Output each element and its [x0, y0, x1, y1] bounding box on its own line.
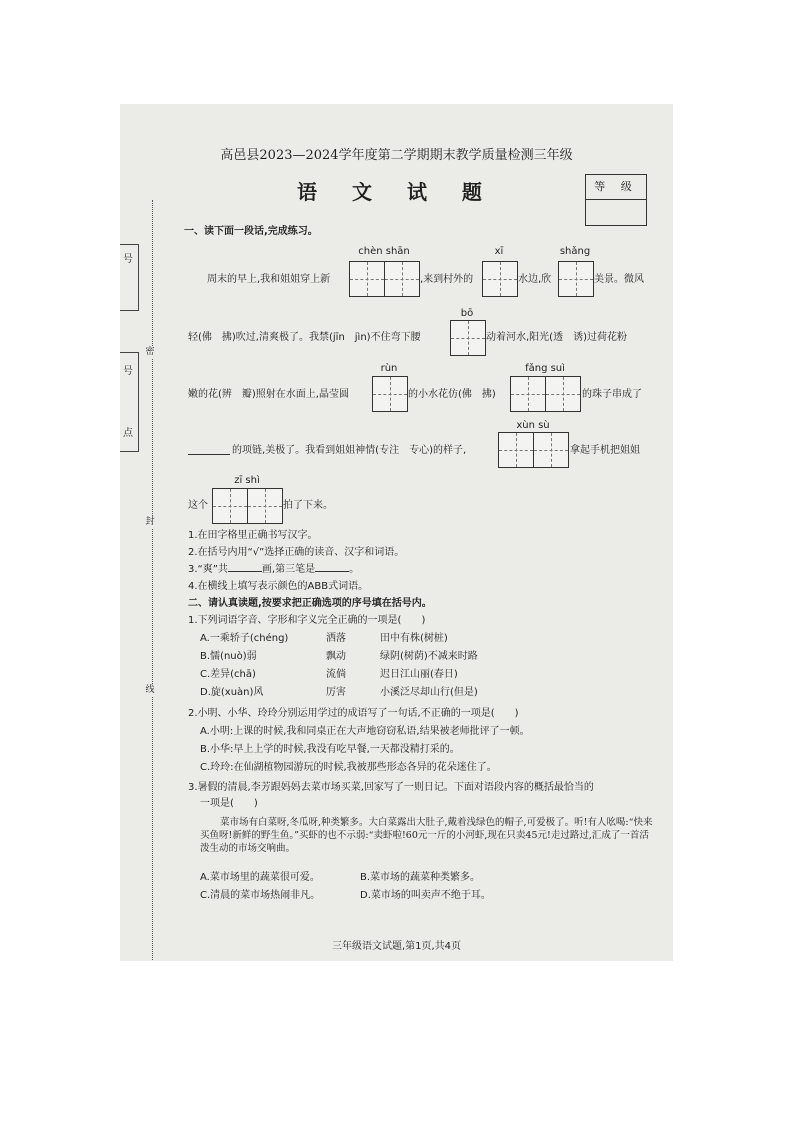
pinyin-label: rùn	[380, 363, 398, 374]
passage-text: 这个	[188, 500, 208, 511]
pinyin-label: chèn shān	[358, 246, 410, 257]
question-stem: 2.小明、小华、玲玲分别运用学过的成语写了一句话,不正确的一项是( )	[188, 708, 519, 719]
binding-line	[152, 200, 153, 960]
page-footer: 三年级语文试题,第1页,共4页	[331, 941, 462, 952]
task-item: 1.在田字格里正确书写汉字。	[188, 530, 318, 541]
task-text: 3.“爽”共	[188, 564, 228, 575]
option-word: B.懦(nuò)弱	[200, 651, 257, 662]
char-grid-input[interactable]	[498, 432, 569, 468]
pinyin-label: fǎng suì	[525, 363, 565, 374]
option-item: B.菜市场的蔬菜种类繁多。	[360, 872, 481, 883]
passage-text: 水边,欣	[518, 274, 552, 285]
passage-text: 美景。微风	[594, 274, 644, 285]
page-title: 语 文 试 题	[297, 180, 496, 204]
question-stem: 3.暑假的清晨,李芳跟妈妈去菜市场买菜,回家写了一则日记。下面对语段内容的概括最恰当的	[188, 782, 594, 793]
passage-text: 嫩的花(辨 瓣)照射在水面上,晶莹圆	[188, 389, 349, 400]
option-sentence: A.小明:上课的时候,我和同桌正在大声地窃窃私语,结果被老师批评了一顿。	[200, 726, 530, 737]
char-grid-input[interactable]	[450, 320, 486, 356]
pinyin-label: xī	[494, 246, 504, 257]
char-grid-input[interactable]	[510, 376, 581, 412]
option-word: 田中有株(树桩)	[380, 633, 448, 644]
char-grid-input[interactable]	[212, 488, 283, 524]
passage-text: 的项链,美极了。我看到姐姐神情(专注 专心)的样子,	[232, 445, 467, 456]
margin-label: 号	[123, 254, 133, 265]
passage-text: 轻(佛 拂)吹过,清爽极了。我禁(jīn jìn)不住弯下腰	[188, 332, 421, 343]
option-word: 小溪泛尽却山行(但是)	[380, 687, 478, 698]
pinyin-label: xùn sù	[516, 420, 550, 431]
option-word: A.一乘轿子(chéng)	[200, 633, 289, 644]
option-word: C.差异(chā)	[200, 669, 256, 680]
option-item: D.菜市场的叫卖声不绝于耳。	[360, 890, 491, 901]
exam-sheet	[120, 104, 673, 961]
pinyin-label: shǎng	[559, 246, 591, 257]
grade-label: 等 级	[586, 175, 646, 200]
char-grid-input[interactable]	[558, 261, 594, 297]
option-sentence: C.玲玲:在仙湖植物园游玩的时候,我被那些形态各异的花朵迷住了。	[200, 762, 497, 773]
section-heading: 二、请认真读题,按要求把正确选项的序号填在括号内。	[188, 598, 432, 609]
stroke-count-blank[interactable]	[228, 571, 262, 572]
option-sentence: B.小华:早上上学的时候,我没有吃早餐,一天都没精打采的。	[200, 744, 460, 755]
option-word: 迟日江山丽(春日)	[380, 669, 458, 680]
option-item: C.清晨的菜市场热闹非凡。	[200, 890, 321, 901]
passage-text: 的珠子串成了	[582, 389, 642, 400]
seal-char: 封	[145, 517, 155, 527]
question-stem: 一项是( )	[200, 798, 258, 809]
margin-label: 号	[123, 366, 133, 377]
pinyin-label: zī shì	[234, 475, 260, 486]
question-stem: 1.下列词语字音、字形和字义完全正确的一项是( )	[188, 615, 426, 626]
task-item: 4.在横线上填写表示颜色的ABB式词语。	[188, 581, 369, 592]
task-item	[188, 564, 359, 576]
diary-passage: 菜市场有白菜呀,冬瓜呀,种类繁多。大白菜露出大肚子,戴着浅绿色的帽子,可爱极了。听!有人吆喝:“快来买鱼呀!新鲜的野生鱼。”买虾的也不示弱:“卖虾啦!60元一斤的小河虾,现在只卖45元!走过路过,汇成了一首活泼生动的市场交响曲。	[200, 817, 653, 854]
margin-label: 点	[123, 428, 133, 439]
third-stroke-blank[interactable]	[315, 571, 349, 572]
task-text: 。	[349, 564, 360, 575]
abb-blank-input[interactable]	[188, 454, 230, 455]
option-word: 飘动	[326, 651, 346, 662]
option-word: 厉害	[326, 687, 346, 698]
char-grid-input[interactable]	[349, 261, 420, 297]
option-word: 流倘	[326, 669, 346, 680]
passage-text: ,来到村外的	[420, 274, 474, 285]
option-word: D.旋(xuàn)风	[200, 687, 264, 698]
passage-text: 动着河水,阳光(透 诱)过荷花粉	[486, 332, 627, 343]
passage-text: 拿起手机把姐姐	[570, 445, 640, 456]
char-grid-input[interactable]	[372, 376, 408, 412]
passage-text: 拍了下来。	[283, 500, 333, 511]
grade-box	[585, 174, 647, 226]
char-grid-input[interactable]	[482, 261, 518, 297]
task-item: 2.在括号内用“√”选择正确的读音、汉字和词语。	[188, 547, 405, 558]
section-heading: 一、读下面一段话,完成练习。	[184, 226, 318, 237]
passage-text: 周末的早上,我和姐姐穿上新	[207, 274, 331, 285]
option-word: 绿阴(树荫)不减来时路	[380, 651, 478, 662]
option-word: 洒落	[326, 633, 346, 644]
seal-char: 密	[145, 347, 155, 357]
exam-info-line: 高邑县2023—2024学年度第二学期期末教学质量检测三年级	[220, 148, 573, 163]
option-item: A.菜市场里的蔬菜很可爱。	[200, 872, 320, 883]
task-text: 画,第三笔是	[261, 564, 316, 575]
seal-char: 线	[145, 685, 155, 695]
passage-text: 的小水花仿(佛 拂)	[408, 389, 496, 400]
pinyin-label: bō	[460, 308, 474, 319]
